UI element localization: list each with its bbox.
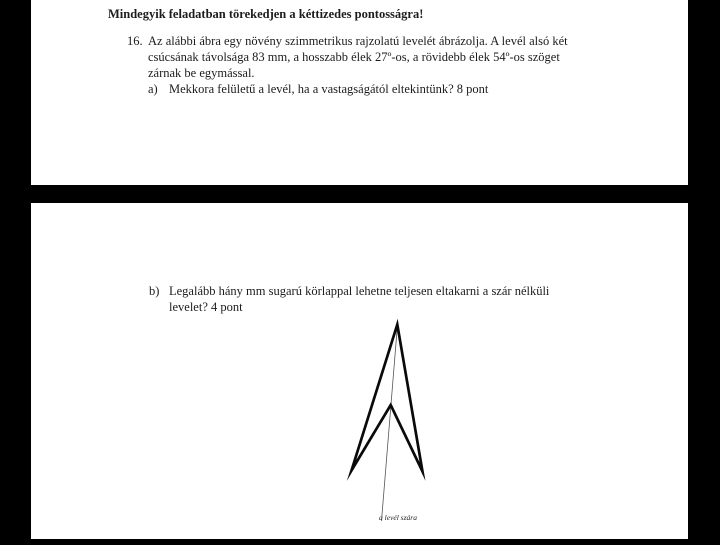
problem-text-line-2: csúcsának távolsága 83 mm, a hosszabb élek 27º-os, a rövidebb élek 54º-os szöget	[148, 50, 560, 64]
left-border-bar	[0, 0, 31, 545]
problem-text-line-3: zárnak be egymással.	[148, 66, 255, 80]
item-b-line-1: Legalább hány mm sugarú körlappal lehetne teljesen eltakarni a szár nélküli	[169, 284, 550, 298]
item-a-text: Mekkora felületű a levél, ha a vastagságától eltekintünk? 8 pont	[169, 82, 489, 96]
instruction-heading: Mindegyik feladatban törekedjen a kéttizedes pontosságra!	[108, 7, 424, 21]
problem-16	[127, 33, 568, 97]
item-b-text-block	[169, 283, 549, 315]
item-a-label: a)	[148, 82, 158, 96]
item-a	[148, 81, 568, 97]
leaf-stem-line	[382, 327, 398, 521]
page-divider-bar	[0, 185, 720, 203]
bottom-border-bar	[0, 539, 720, 545]
problem-number: 16.	[127, 34, 143, 48]
leaf-figure	[340, 318, 440, 530]
item-b-line-2: levelet? 4 pont	[169, 300, 243, 314]
right-border-bar	[688, 0, 720, 545]
item-b-label: b)	[149, 284, 160, 298]
problem-text-block	[148, 33, 568, 97]
problem-text-line-1: Az alábbi ábra egy növény szimmetrikus rajzolatú levelét ábrázolja. A levél alsó két	[148, 34, 568, 48]
item-b	[149, 283, 549, 315]
figure-caption: a levél szára	[379, 513, 417, 522]
